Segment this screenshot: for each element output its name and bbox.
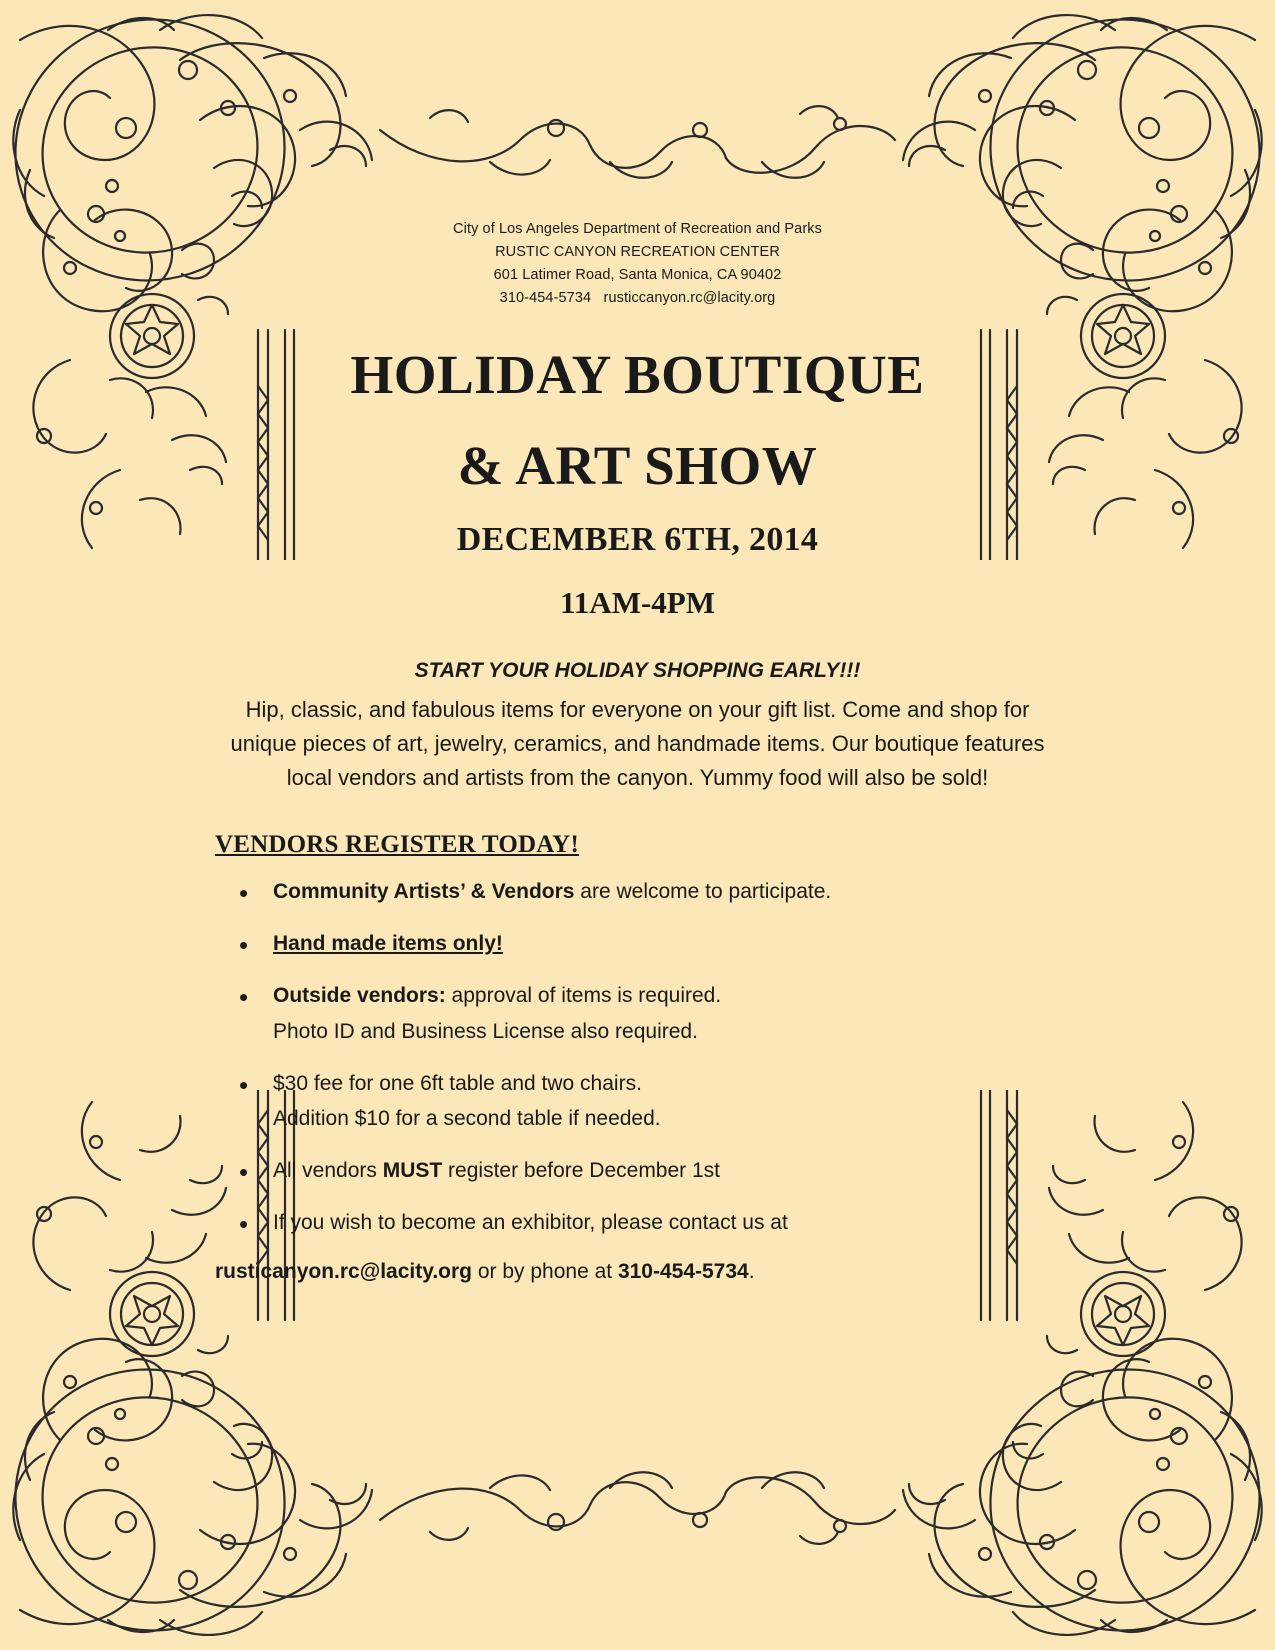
list-item [215, 981, 1060, 1047]
intro-paragraph: Hip, classic, and fabulous items for everyone on your gift list. Come and shop for unique pieces of art, jewelry, ceramics, and handmade items. Our boutique features local vendors and artists from the canyon. Yummy food will also be sold! [230, 697, 1045, 791]
organization-block [215, 218, 1060, 310]
contact-email[interactable]: rusticanyon.rc@lacity.org [215, 1259, 472, 1283]
title-line-1: HOLIDAY BOUTIQUE [350, 343, 925, 405]
bullet-sub-2: Photo ID and Business License also required. [273, 1019, 698, 1043]
org-contact: 310-454-5734 rusticcanyon.rc@lacity.org [499, 289, 776, 306]
bullet-rest-3: $30 fee for one 6ft table and two chairs. [273, 1071, 642, 1095]
bullet-rest-0: are welcome to participate. [574, 880, 832, 904]
org-department: City of Los Angeles Department of Recreation and Parks [453, 221, 822, 237]
contact-middle-text: or by phone at [472, 1259, 618, 1283]
list-item [215, 929, 1060, 959]
list-item [215, 877, 1060, 907]
page-title [215, 343, 1060, 497]
event-date: DECEMBER 6TH, 2014 [456, 521, 819, 559]
tagline: START YOUR HOLIDAY SHOPPING EARLY!!! [414, 659, 861, 683]
list-item [215, 1069, 1060, 1135]
top-center-flourish-icon [370, 100, 905, 220]
bullet-rest-4: All vendors MUST register before December 1st [273, 1159, 721, 1183]
bullet-lead-1: Hand made items only! [273, 932, 503, 956]
bullet-rest-2: approval of items is required. [445, 984, 722, 1008]
vendor-requirements-list [215, 877, 1060, 1238]
bottom-center-flourish-icon [370, 1430, 905, 1550]
bullet-sub-3: Addition $10 for a second table if needed. [273, 1107, 661, 1131]
contact-line [215, 1260, 1060, 1284]
contact-period: . [748, 1259, 755, 1283]
flyer-content [215, 218, 1060, 1284]
title-line-2: & ART SHOW [457, 435, 818, 497]
bullet-lead-2: Outside vendors: [273, 984, 446, 1008]
bullet-lead-0: Community Artists’ & Vendors [273, 880, 575, 904]
event-time: 11AM-4PM [560, 585, 715, 621]
bullet-rest-5: If you wish to become an exhibitor, please contact us at [273, 1211, 788, 1235]
contact-phone[interactable]: 310-454-5734 [617, 1259, 749, 1283]
org-address: 601 Latimer Road, Santa Monica, CA 90402 [493, 266, 782, 283]
org-center-name: RUSTIC CANYON RECREATION CENTER [495, 243, 780, 260]
list-item [215, 1156, 1060, 1186]
vendors-heading: VENDORS REGISTER TODAY! [215, 831, 579, 859]
list-item [215, 1208, 1060, 1238]
